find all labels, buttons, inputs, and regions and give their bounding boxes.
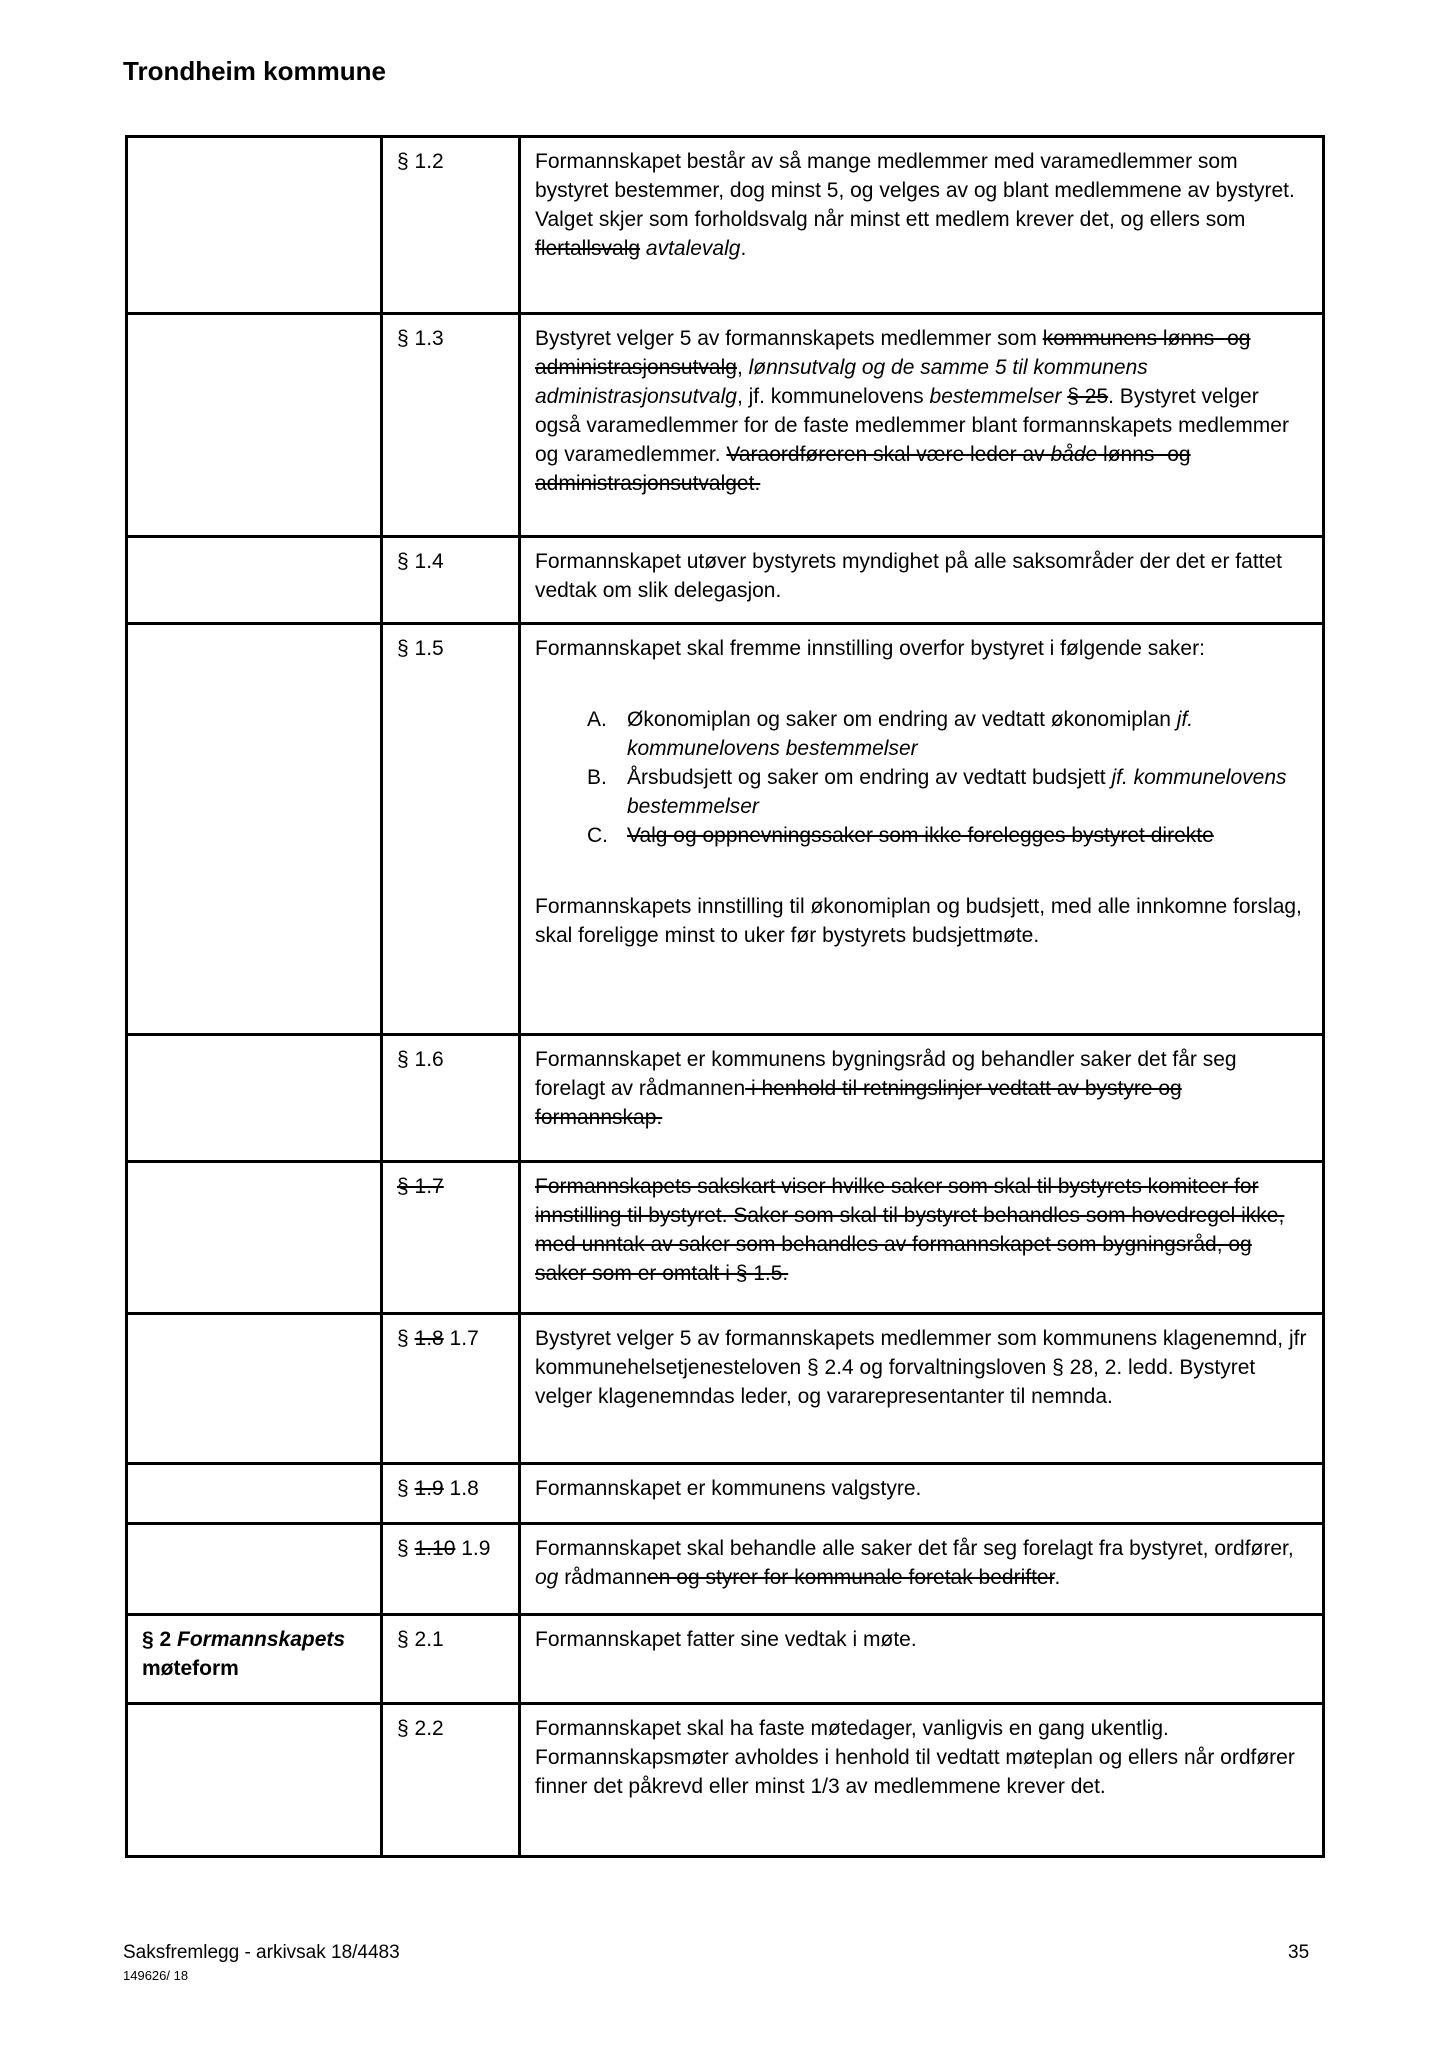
text-run: Formannskapet består av så mange medlemmer med varamedlemmer som bystyret bestemmer, dog minst 5, og velges av og blant medlemmene av bystyret. Valget skjer som forholdsvalg når minst ett medlem krever det, og ellers som — [535, 150, 1295, 231]
paragraph-ref-cell — [382, 624, 520, 1035]
text-run: Økonomiplan og saker om endring av vedtatt økonomiplan — [627, 708, 1177, 731]
text-run: 1.9 — [414, 1477, 444, 1500]
paragraph — [397, 1045, 504, 1074]
paragraph-ref-cell — [382, 1035, 520, 1162]
table-row — [127, 1314, 1324, 1464]
text-run: rådmann — [558, 1566, 648, 1589]
section-title-cell — [127, 537, 382, 624]
footer-case-number: 149626/ 18 — [123, 1968, 189, 1983]
text-run: § 2.2 — [397, 1717, 444, 1740]
list-item-text — [627, 821, 1308, 850]
section-title-cell — [127, 1524, 382, 1615]
paragraph — [397, 1534, 504, 1563]
paragraph — [397, 1714, 504, 1743]
paragraph — [535, 892, 1308, 950]
text-run: lønns- og administrasjonsutvalget. — [535, 443, 1191, 495]
text-run: § 2.1 — [397, 1628, 444, 1651]
text-run: Formannskapets sakskart viser hvilke saker som skal til bystyrets komiteer for innstilling til bystyret. Saker som skal til bystyret behandles som hovedregel ikke, med unntak av saker som behandles av formannskapet som bygningsråd, og saker som er omtalt i § 1.5. — [535, 1175, 1285, 1285]
text-run: 1.10 — [414, 1537, 456, 1560]
table-row — [127, 1524, 1324, 1615]
paragraph — [397, 634, 504, 663]
text-run: Formannskapet fatter sine vedtak i møte. — [535, 1628, 917, 1651]
text-run: , jf. kommunelovens — [736, 385, 930, 408]
paragraph-text-cell — [520, 1035, 1324, 1162]
table-row — [127, 1615, 1324, 1704]
text-run: § 25 — [1067, 385, 1109, 408]
paragraph-ref-cell — [382, 1464, 520, 1524]
paragraph-ref-cell — [382, 537, 520, 624]
paragraph — [397, 1172, 504, 1201]
text-run: . Bystyret velger også varamedlemmer for de faste medlemmer blant formannskapets medlemmer og varamedlemmer. — [535, 385, 1289, 466]
list-marker: C. — [587, 824, 608, 847]
section-title-cell — [127, 1704, 382, 1857]
paragraph-text-cell — [520, 624, 1324, 1035]
list-item — [535, 821, 1308, 850]
paragraph-text-cell — [520, 314, 1324, 537]
text-run: § 1.2 — [397, 150, 444, 173]
footer-doc-ref: Saksfremlegg - arkivsak 18/4483 — [123, 1942, 400, 1963]
text-run: § 1.6 — [397, 1048, 444, 1071]
table-row — [127, 137, 1324, 314]
text-run: flertallsvalg — [535, 237, 641, 260]
list-marker: B. — [587, 766, 607, 789]
text-run: lønnsutvalg og de samme 5 til kommunens administrasjonsutvalg — [535, 356, 1148, 408]
table-row — [127, 1162, 1324, 1314]
paragraph — [397, 1324, 504, 1353]
paragraph — [535, 1045, 1308, 1132]
text-run: Årsbudsjett og saker om endring av vedtatt budsjett — [627, 766, 1112, 789]
paragraph — [535, 1714, 1308, 1801]
paragraph-text-cell — [520, 1615, 1324, 1704]
text-run: Formannskapets — [177, 1628, 346, 1651]
text-run: , — [736, 356, 749, 379]
text-run: bestemmelser — [929, 385, 1062, 408]
text-run: § 1.3 — [397, 327, 444, 350]
table-row — [127, 1464, 1324, 1524]
text-run: 1.7 — [443, 1327, 479, 1350]
text-run: Valg og oppnevningssaker som ikke forelegges bystyret direkte — [627, 824, 1214, 847]
paragraph-text-cell — [520, 1464, 1324, 1524]
paragraph-text-cell — [520, 1314, 1324, 1464]
section-title-cell — [127, 314, 382, 537]
page-title: Trondheim kommune — [123, 56, 386, 86]
text-run: jf. kommunelovens bestemmelser — [627, 766, 1287, 818]
paragraph — [535, 1625, 1308, 1654]
paragraph — [535, 1324, 1308, 1411]
paragraph-ref-cell — [382, 1615, 520, 1704]
paragraph — [397, 1625, 504, 1654]
text-run: § — [397, 1327, 415, 1350]
text-run: § 2 — [142, 1628, 178, 1651]
text-run: i henhold til retningslinjer vedtatt av bystyre og formannskap. — [535, 1077, 1182, 1129]
list-item-text — [627, 763, 1308, 821]
paragraph-ref-cell — [382, 1704, 520, 1857]
text-run: 1.8 — [414, 1327, 444, 1350]
paragraph-text-cell — [520, 1162, 1324, 1314]
paragraph-ref-cell — [382, 137, 520, 314]
paragraph — [535, 1172, 1308, 1288]
text-run: kommunens lønns- og administrasjonsutvalg — [535, 327, 1251, 379]
text-run: Varaordføreren skal være leder av — [726, 443, 1051, 466]
text-run: en og styrer for kommunale foretak bedrifter — [647, 1566, 1055, 1589]
rules-table-body — [127, 137, 1324, 1857]
paragraph — [397, 1474, 504, 1503]
text-run: og — [535, 1566, 559, 1589]
table-row — [127, 1035, 1324, 1162]
text-run: § — [397, 1477, 415, 1500]
text-run: Formannskapets innstilling til økonomiplan og budsjett, med alle innkomne forslag, skal foreligge minst to uker før bystyrets budsjettmøte. — [535, 895, 1302, 947]
section-title-cell — [127, 624, 382, 1035]
text-run: avtalevalg — [645, 237, 741, 260]
paragraph-text-cell — [520, 537, 1324, 624]
text-run: Bystyret velger 5 av formannskapets medlemmer som kommunens klagenemnd, jfr kommunehelsetjenesteloven § 2.4 og forvaltningsloven § 28, 2. ledd. Bystyret velger klagenemndas leder, og vararepresentanter til nemnda. — [535, 1327, 1307, 1408]
paragraph — [397, 547, 504, 576]
footer-page-number: 35 — [1288, 1942, 1310, 1963]
list-item — [535, 763, 1308, 821]
text-run: Formannskapet er kommunens bygningsråd og behandler saker det får seg forelagt av rådmannen — [535, 1048, 1237, 1100]
section-title-cell — [127, 1615, 382, 1704]
text-run: . — [1054, 1566, 1061, 1589]
paragraph — [535, 547, 1308, 605]
paragraph — [535, 147, 1308, 263]
paragraph-ref-cell — [382, 1314, 520, 1464]
paragraph — [535, 324, 1308, 498]
paragraph — [535, 1474, 1308, 1503]
table-row — [127, 314, 1324, 537]
text-run: jf. kommunelovens bestemmelser — [627, 708, 1194, 760]
text-run: Formannskapet skal ha faste møtedager, vanligvis en gang ukentlig. Formannskapsmøter avholdes i henhold til vedtatt møteplan og ellers når ordfører finner det påkrevd eller minst 1/3 av medlemmene krever det. — [535, 1717, 1295, 1798]
text-run: § 1.5 — [397, 637, 444, 660]
list-item-text — [627, 705, 1308, 763]
text-run: Formannskapet skal fremme innstilling overfor bystyret i følgende saker: — [535, 637, 1205, 660]
text-run: § 1.7 — [397, 1175, 444, 1198]
text-run: Formannskapet skal behandle alle saker det får seg forelagt fra bystyret, ordfører, — [535, 1537, 1294, 1560]
text-run: 1.8 — [443, 1477, 479, 1500]
rules-table — [125, 135, 1325, 1858]
paragraph — [535, 1534, 1308, 1592]
section-title-cell — [127, 1314, 382, 1464]
paragraph-text-cell — [520, 1524, 1324, 1615]
text-run: § 1.4 — [397, 550, 444, 573]
table-row — [127, 1704, 1324, 1857]
text-run: Formannskapet utøver bystyrets myndighet på alle saksområder der det er fattet vedtak om slik delegasjon. — [535, 550, 1283, 602]
table-row — [127, 624, 1324, 1035]
paragraph — [535, 634, 1308, 663]
list-marker: A. — [587, 708, 607, 731]
text-run: 1.9 — [455, 1537, 491, 1560]
paragraph — [397, 147, 504, 176]
paragraph-ref-cell — [382, 314, 520, 537]
paragraph-text-cell — [520, 137, 1324, 314]
table-row — [127, 537, 1324, 624]
text-run: § — [397, 1537, 415, 1560]
paragraph-text-cell — [520, 1704, 1324, 1857]
text-run: Bystyret velger 5 av formannskapets medlemmer som — [535, 327, 1043, 350]
paragraph-ref-cell — [382, 1524, 520, 1615]
section-title-cell — [127, 1162, 382, 1314]
section-title-cell — [127, 137, 382, 314]
text-run: møteform — [142, 1657, 239, 1680]
paragraph-ref-cell — [382, 1162, 520, 1314]
text-run: . — [740, 237, 747, 260]
text-run: både — [1050, 443, 1098, 466]
section-title-cell — [127, 1035, 382, 1162]
list-item — [535, 705, 1308, 763]
paragraph — [397, 324, 504, 353]
section-title-cell — [127, 1464, 382, 1524]
text-run: Formannskapet er kommunens valgstyre. — [535, 1477, 922, 1500]
paragraph — [142, 1625, 366, 1683]
ordered-list — [535, 705, 1308, 850]
